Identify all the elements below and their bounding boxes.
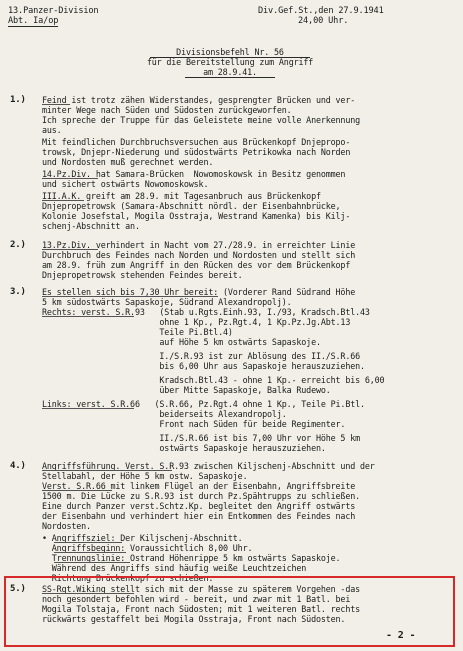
underline-mark (42, 490, 112, 491)
section-2-line: Dnjepropetrowsk stehenden Feindes bereit. (42, 270, 243, 280)
section-1-line: Dnjepropetrowsk (Samara-Abschnitt nördl. der Eisenbahnbrücke, (42, 201, 341, 211)
section-1-line: und sichert ostwärts Nowomoskowsk. (42, 179, 209, 189)
section-4-line: • Angriffsziel: Der Kiljschenj-Abschnitt. (42, 533, 243, 543)
section-1-line: trowsk, Dnjepr-Niederung und südostwärts Petrikowka nach Norden (42, 147, 351, 157)
section-1-line: schenj-Abschnitt an. (42, 221, 140, 231)
section-4-line: Angriffsbeginn: Voraussichtlich 8,00 Uhr. (42, 543, 253, 553)
section-4-line: Richtung Brückenkopf zu schießen. (42, 573, 214, 583)
section-1-line: III.A.K. greift am 28.9. mit Tagesanbruch aus Brückenkopf (42, 191, 321, 201)
underline-mark (54, 552, 126, 553)
underline-mark (42, 296, 218, 297)
section-3-line: bis 6,00 Uhr aus Sapaskoje herauszuziehen. (42, 361, 365, 371)
section-2-line: 13.Pz.Div. verhindert in Nacht vom 27./28.9. in erreichter Linie (42, 240, 356, 250)
section-4-line: Nordosten. (42, 521, 91, 531)
section-5-line: SS-Rgt.Wiking stellt sich mit der Masse zu späterem Vorgehen -das (42, 584, 360, 594)
section-1-line: Mit feindlichen Durchbruchsversuchen aus Brückenkopf Dnjepropo- (42, 137, 351, 147)
section-4-line: Angriffsführung. Verst. S.R.93 zwischen Kiljschenj-Abschnitt und der (42, 461, 375, 471)
section-4-line: Verst. S.R.66 mit linkem Flügel an der Eisenbahn, Angriffsbreite (42, 481, 356, 491)
section-4-line: Trennungslinie: Ostrand Höhenrippe 5 km ostwärts Sapaskoje. (42, 553, 341, 563)
section-5-line: noch gesondert befohlen wird - bereit, und zwar mit 1 Batl. bei (42, 594, 351, 604)
section-3-line: über Mitte Sapaskoje, Balka Rudewo. (42, 385, 331, 395)
section-1-line: minter Wege nach Süden und Südosten zurückgeworfen. (42, 105, 292, 115)
section-4-number: 4.) (10, 461, 26, 471)
section-1-line: und Nordosten muß gerechnet werden. (42, 157, 214, 167)
division-name: 13.Panzer-Division (8, 6, 99, 16)
section-3-line: Front nach Süden für beide Regimenter. (42, 419, 346, 429)
underline-mark (42, 408, 134, 409)
section-3-line: Links: verst. S.R.66 (S.R.66, Pz.Rgt.4 ohne 1 Kp., Teile Pi.Btl. (42, 399, 365, 409)
section-3-line: Kradsch.Btl.43 - ohne 1 Kp.- erreicht bis 6,00 (42, 375, 385, 385)
underline-mark (42, 178, 98, 179)
section-3-line: ostwärts Sapaskoje herauszuziehen. (42, 443, 326, 453)
underline-mark (42, 104, 70, 105)
section-3-line: Es stellen sich bis 7,30 Uhr bereit: (Vorderer Rand Südrand Höhe (42, 287, 356, 297)
section-3-line: 5 km südostwärts Sapaskoje, Südrand Alexandropolj). (42, 297, 292, 307)
underline-mark (42, 593, 134, 594)
location-date: Div.Gef.St.,den 27.9.1941 (258, 6, 384, 16)
underline-mark (54, 562, 130, 563)
underline-mark (54, 542, 122, 543)
section-1-number: 1.) (10, 95, 26, 105)
section-1-line: 14.Pz.Div. hat Samara-Brücken Nowomoskowsk in Besitz genommen (42, 169, 346, 179)
section-2-number: 2.) (10, 240, 26, 250)
section-3-line: I./S.R.93 ist zur Ablösung des II./S.R.66 (42, 351, 360, 361)
section-5-number: 5.) (10, 584, 26, 594)
section-4-line: der Eisenbahn und verhindert hier ein Entkommen des Feindes nach (42, 511, 356, 521)
order-date: am 28.9.41. (185, 67, 275, 78)
section-1-line: aus. (42, 125, 62, 135)
section-3-number: 3.) (10, 287, 26, 297)
section-3-line: ohne 1 Kp., Pz.Rgt.4, 1 Kp.Pz.Jg.Abt.13 (42, 317, 351, 327)
underline-mark (42, 249, 98, 250)
section-5-line: rückwärts gestaffelt bei Mogila Osstraja, Front nach Südosten. (42, 614, 346, 624)
underline-mark (42, 200, 84, 201)
section-3-line: beiderseits Alexandropolj. (42, 409, 287, 419)
section-5-line: Mogila Tolstaja, Front nach Südosten; mit 1 weiteren Batl. rechts (42, 604, 360, 614)
section-1-line: Ich spreche der Truppe für das Geleistete meine volle Anerkennung (42, 115, 360, 125)
section-4-line: Stellabahl, der Höhe 5 km ostw. Sapaskoje. (42, 471, 248, 481)
order-subtitle: für die Bereitstellung zum Angriff (146, 57, 314, 67)
order-title: Divisionsbefehl Nr. 56 (150, 47, 310, 58)
page-number: - 2 - (386, 630, 416, 641)
underline-mark (42, 470, 172, 471)
section-4-line: Eine durch Panzer verst.Schtz.Kp. begleitet den Angriff ostwärts (42, 501, 356, 511)
section-4-line: Während des Angriffs sind häufig weiße Leuchtzeichen (42, 563, 307, 573)
section-1-line: Kolonie Josefstal, Mogila Osstraja, Westrand Kamenka) bis Kilj- (42, 211, 351, 221)
time: 24,00 Uhr. (298, 16, 349, 26)
section-3-line: Teile Pi.Btl.4) (42, 327, 233, 337)
section-3-line: Rechts: verst. S.R.93 (Stab u.Rgts.Einh.93, I./93, Kradsch.Btl.43 (42, 307, 370, 317)
section-2-line: am 28.9. früh zum Angriff in den Rücken des vor dem Brückenkopf (42, 260, 351, 270)
section-3-line: auf Höhe 5 km ostwärts Sapaskoje. (42, 337, 321, 347)
section-1-line: Feind ist trotz zähen Widerstandes, gesprengter Brücken und ver- (42, 95, 356, 105)
department: Abt. Ia/op (8, 16, 59, 26)
section-2-line: Durchbruch des Feindes nach Norden und Nordosten und stellt sich (42, 250, 356, 260)
section-3-line: II./S.R.66 ist bis 7,00 Uhr vor Höhe 5 km (42, 433, 360, 443)
section-4-line: 1500 m. Die Lücke zu S.R.93 ist durch Pz.Spähtrupps zu schließen. (42, 491, 360, 501)
underline-mark (42, 316, 134, 317)
